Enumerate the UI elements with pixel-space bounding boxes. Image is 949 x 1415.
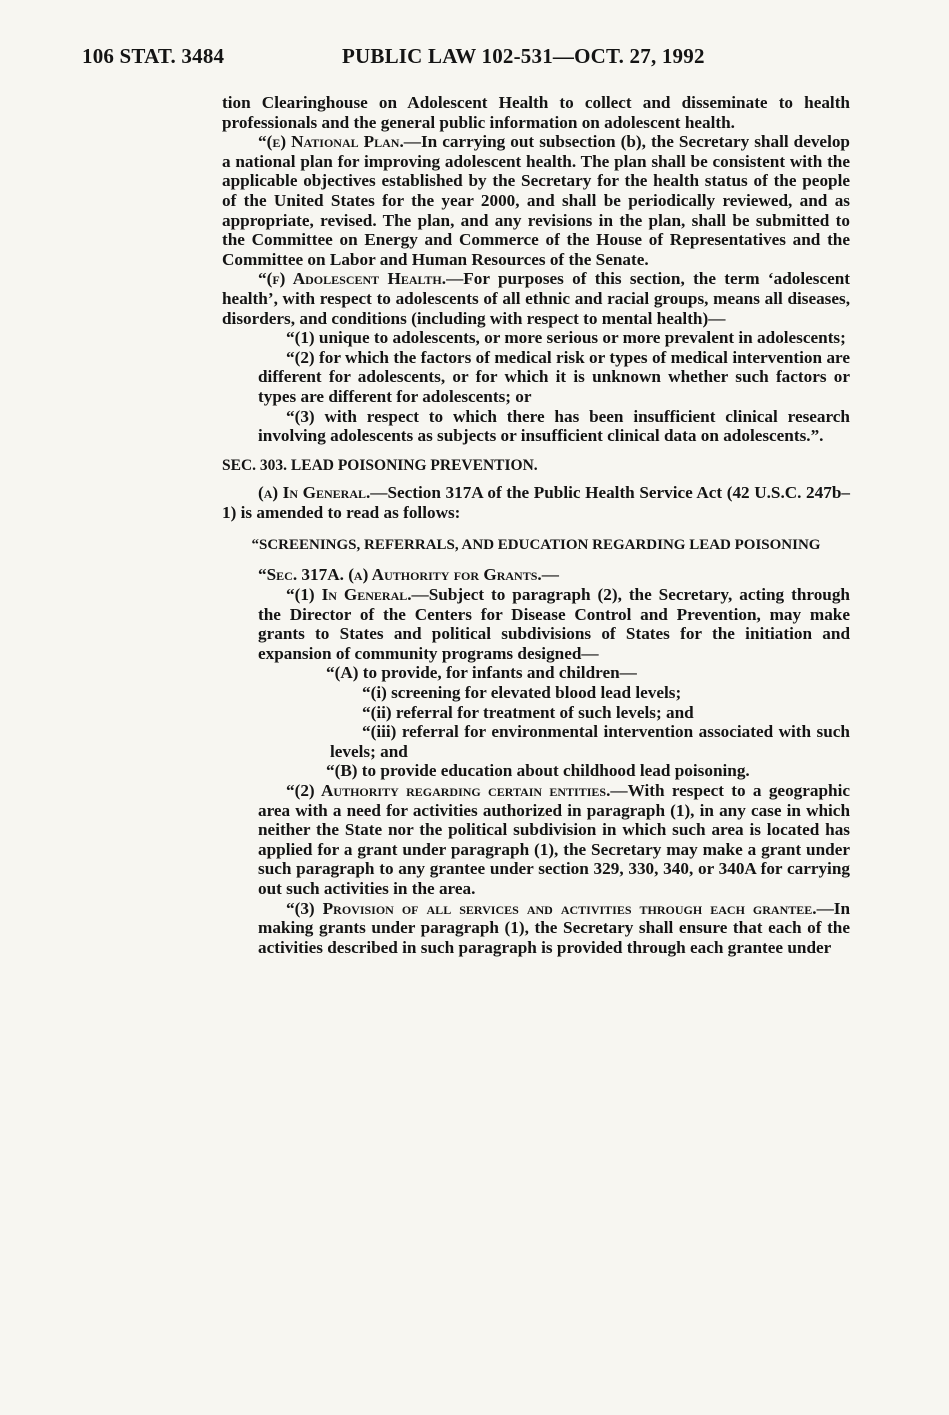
section-317a-label: “Sec. 317A. (a) Authority for Grants. [258, 565, 542, 585]
clause-iii: “(iii) referral for environmental intervention associated with such levels; and [330, 722, 850, 761]
subparagraph-a: “(A) to provide, for infants and children— [326, 663, 637, 683]
definition-items [258, 328, 850, 446]
subparagraph-b: “(B) to provide education about childhood lead poisoning. [326, 761, 750, 781]
paragraph-f-text: —For purposes of this section, the term ‘adolescent health’, with respect to adolescents of all ethnic and racial groups, means all diseases, disorders, and conditions (including with respect to mental health)— [222, 269, 850, 328]
subparagraph-a-block [294, 663, 850, 683]
clauses-block [330, 683, 850, 761]
inserted-section-heading: “SCREENINGS, REFERRALS, AND EDUCATION REGARDING LEAD POISONING [251, 537, 821, 554]
section-317a-heading [222, 565, 850, 585]
paragraph-e-national-plan [222, 132, 850, 269]
paragraph-3-label: “(3) Provision of all services and activities through each grantee. [286, 898, 817, 918]
paragraph-1-in-general [258, 585, 850, 663]
clause-i: “(i) screening for elevated blood lead levels; [362, 683, 682, 703]
subsection-a-label: (a) In General. [258, 483, 371, 503]
subsection-a-text: —Section 317A of the Public Health Service Act (42 U.S.C. 247b–1) is amended to read as follows: [222, 483, 850, 522]
statute-page-number: 106 STAT. 3484 [82, 44, 225, 68]
subsection-a-in-general [222, 483, 850, 522]
paragraph-2-authority [258, 781, 850, 899]
paragraph-1-text: —Subject to paragraph (2), the Secretary, acting through the Director of the Centers for Disease Control and Prevention, may make grants to States and political subdivisions of States for the initiation and expansion of community programs designed— [258, 585, 850, 663]
public-law-title: PUBLIC LAW 102-531—OCT. 27, 1992 [342, 44, 705, 68]
subparagraph-b-block [258, 761, 850, 781]
paragraph-2-block [258, 781, 850, 957]
paragraph-e-label: “(e) National Plan. [258, 132, 404, 152]
paragraph-3-text: —In making grants under paragraph (1), the Secretary shall ensure that each of the activities described in such paragraph is provided through each grantee under [258, 898, 850, 957]
paragraph-1-label: “(1) In General. [286, 585, 412, 605]
paragraph-f-adolescent-health [222, 269, 850, 328]
section-303-heading: SEC. 303. LEAD POISONING PREVENTION. [222, 456, 538, 474]
definition-item-1: “(1) unique to adolescents, or more serious or more prevalent in adolescents; [286, 328, 846, 348]
paragraph-2-text: —With respect to a geographic area with a need for activities authorized in paragraph (1), in any case in which neither the State nor the political subdivision in which such area is located has applied for a grant under paragraph (1), the Secretary may make a grant under such paragraph to any grantee under section 329, 330, 340, or 340A for carrying out such activities in the area. [258, 781, 850, 898]
document-body [222, 93, 850, 957]
paragraph-1-block [258, 585, 850, 663]
clause-ii: “(ii) referral for treatment of such levels; and [362, 702, 694, 722]
intro-paragraph: tion Clearinghouse on Adolescent Health to collect and disseminate to health professionals and the general public information on adolescent health. [222, 93, 850, 132]
definition-item-3: “(3) with respect to which there has been insufficient clinical research involving adolescents as subjects or insufficient clinical data on adolescents.”. [258, 406, 850, 446]
paragraph-e-text: —In carrying out subsection (b), the Secretary shall develop a national plan for improving adolescent health. The plan shall be consistent with the applicable objectives established by the Secretary for the health status of the people of the United States for the year 2000, and shall be periodically reviewed, and as appropriate, revised. The plan, and any revisions in the plan, shall be submitted to the Committee on Energy and Commerce of the House of Representatives and the Committee on Labor and Human Resources of the Senate. [222, 132, 850, 269]
paragraph-f-label: “(f) Adolescent Health. [258, 269, 447, 289]
section-317a-dash: — [541, 565, 559, 585]
definition-item-2: “(2) for which the factors of medical risk or types of medical intervention are different for adolescents, or for which it is unknown whether such factors or types are different for adolescents; or [258, 347, 850, 406]
paragraph-3-provision [258, 899, 850, 958]
paragraph-2-label: “(2) Authority regarding certain entities. [286, 781, 611, 800]
